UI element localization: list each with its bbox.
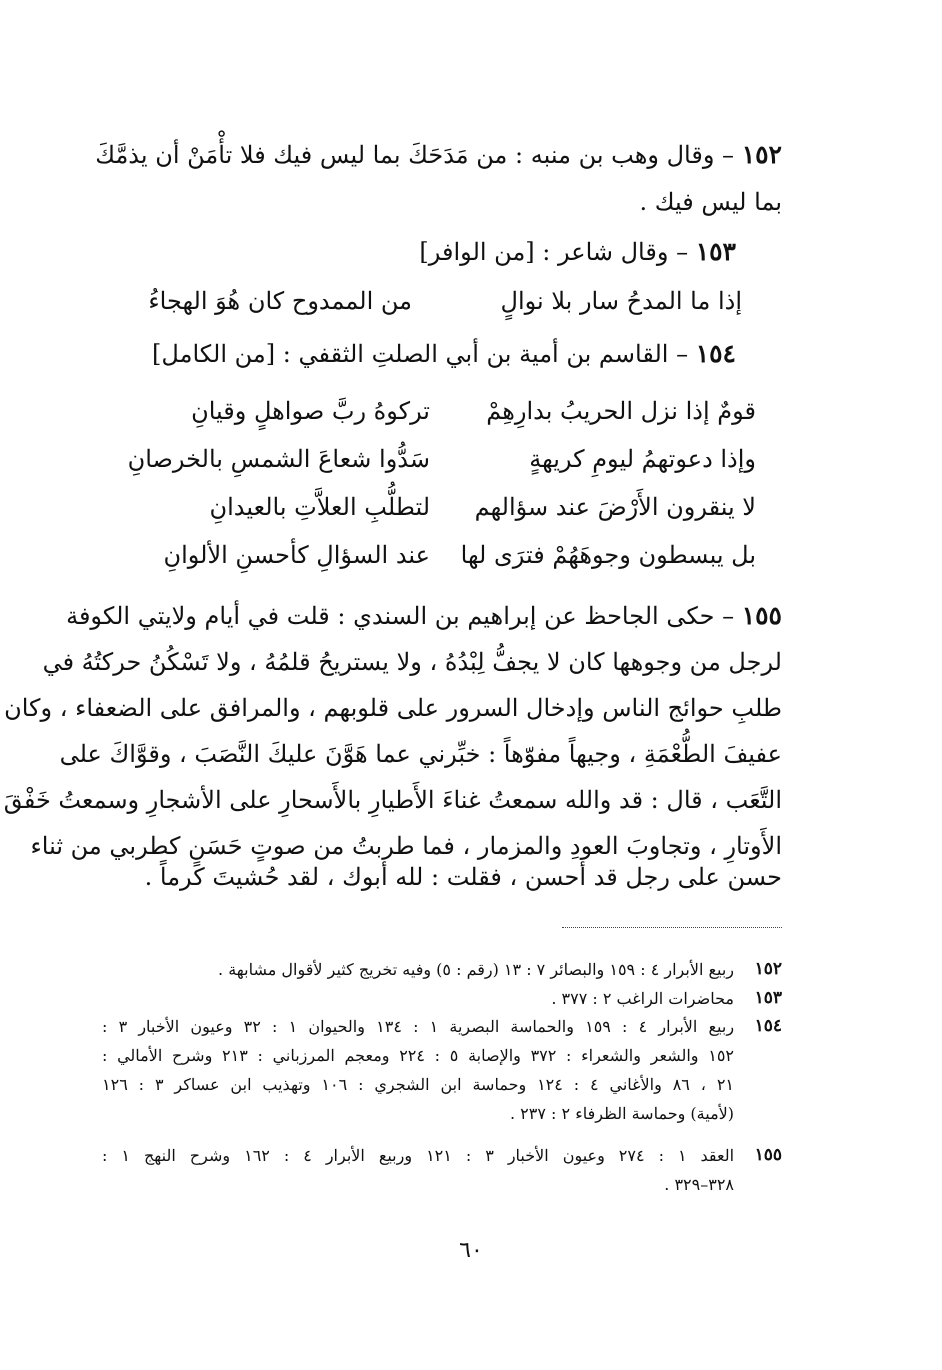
footnote-154 — [102, 1012, 782, 1132]
entry-number: ١٥٥ — [741, 601, 782, 630]
verse-hemistich-1: قومٌ إذا نزل الحريبُ بدارِهِمْ — [486, 397, 756, 425]
footnote-number: ١٥٢ — [754, 959, 782, 979]
entry-152-line-2: بما ليس فيك . — [639, 188, 782, 216]
entry-number: ١٥٢ — [741, 140, 782, 169]
footnote-text: ربيع الأبرار ٤ : ١٥٩ والحماسة البصرية ١ : ١٣٤ والحيوان ١ : ٣٢ وعيون الأخبار ٣ : — [102, 1017, 735, 1036]
entry-text: – وقال شاعر : [من الوافر] — [419, 238, 689, 266]
entry-number: ١٥٣ — [695, 237, 736, 266]
verse-hemistich-2: عند السؤالِ كأحسنِ الألوانِ — [163, 541, 430, 569]
footnote-text: ١٥٢ والشعر والشعراء : ٣٧٢ والإصابة ٥ : ٢٢٤ ومعجم المرزباني : ٢١٣ وشرح الأمالي : — [102, 1046, 735, 1065]
verse-154-4 — [136, 535, 756, 575]
entry-152-line-1 — [95, 135, 782, 175]
verse-hemistich-2: تركوهُ ربَّ صواهلٍ وقيانِ — [191, 397, 430, 425]
verse-154-2 — [127, 439, 756, 479]
entry-154-intro — [96, 334, 736, 374]
verse-hemistich-2: لتطلُّبِ العلاَّتِ بالعيدانِ — [209, 493, 430, 521]
footnote-text: (لأمية) وحماسة الظرفاء ٢ : ٢٣٧ . — [510, 1104, 734, 1123]
footnote-text: العقد ١ : ٢٧٤ وعيون الأخبار ٣ : ١٢١ وربيع الأبرار ٤ : ١٦٢ وشرح النهج ١ : — [102, 1146, 735, 1165]
footnote-153 — [102, 984, 782, 1013]
entry-155-line-1 — [66, 596, 782, 636]
verse-hemistich-1: وإذا دعوتهمُ ليومِ كريهةٍ — [529, 445, 756, 473]
footnote-number: ١٥٣ — [754, 988, 782, 1008]
footnote-152 — [102, 955, 782, 984]
entry-text: – القاسم بن أمية بن أبي الصلتِ الثقفي : [من الكامل] — [152, 340, 689, 368]
verse-154-3 — [136, 487, 756, 527]
entry-number: ١٥٤ — [695, 339, 736, 368]
verse-153 — [148, 281, 742, 321]
entry-153-intro — [136, 232, 736, 272]
entry-155-line-7: حسن على رجل قد أحسن ، فقلت : لله أبوك ، لقد حُشيتَ كرماً . — [144, 863, 782, 891]
verse-hemistich-1: إذا ما المدحُ سار بلا نوالٍ — [500, 287, 742, 315]
footnote-text: محاضرات الراغب ٢ : ٣٧٧ . — [551, 989, 734, 1008]
entry-155-line-2: لرجل من وجوهها كان لا يجفُّ لِبْدُهُ ، ولا يستريحُ قلمُهُ ، ولا تَسْكُنُ حركتُهُ في — [42, 648, 782, 676]
verse-hemistich-2: سَدُّوا شعاعَ الشمسِ بالخرصانِ — [127, 445, 430, 473]
footnote-text: ٣٢٨–٣٢٩ . — [664, 1175, 734, 1194]
footnote-text: ٢١ ، ٨٦ والأغاني ٤ : ١٢٤ وحماسة ابن الشجري : ١٠٦ وتهذيب ابن عساكر ٣ : ١٢٦ — [102, 1075, 735, 1094]
entry-155-line-3: طلبِ حوائج الناس وإدخال السرور على قلوبهم ، والمرافق على الضعفاء ، وكان — [4, 694, 782, 722]
verse-hemistich-1: لا ينقرون الأَرْضَ عند سؤالهم — [474, 493, 756, 521]
footnote-text: ربيع الأبرار ٤ : ١٥٩ والبصائر ٧ : ١٣ (رقم : ٥) وفيه تخريج كثير لأقوال مشابهة . — [218, 960, 734, 979]
footnote-number: ١٥٤ — [754, 1016, 782, 1036]
footnote-separator — [562, 927, 782, 928]
entry-155-line-6: الأَوتارِ ، وتجاوبَ العودِ والمزمار ، فما طربتُ من صوتٍ حَسَنٍ كطربي من ثناء — [30, 832, 782, 860]
footnote-155 — [102, 1141, 782, 1201]
verse-hemistich-1: بل يبسطون وجوهَهُمْ فترَى لها — [460, 541, 756, 569]
entry-155-line-4: عفيفَ الطُّعْمَةِ ، وجيهاً مفوّهاً : خبِّرني عما هَوَّنَ عليكَ النَّصَبَ ، وقوَّاكَ على — [59, 740, 782, 768]
verse-hemistich-2: من الممدوح كان هُوَ الهجاءُ — [148, 287, 412, 315]
entry-text: – حكى الجاحظ عن إبراهيم بن السندي : قلت في أيام ولايتي الكوفة — [66, 602, 735, 630]
verse-154-1 — [136, 391, 756, 431]
entry-155-line-5: التَّعَب ، قال : قد والله سمعتُ غناءَ الأَطيارِ بالأَسحارِ على الأشجارِ وسمعتُ خَفْقَ — [3, 786, 782, 814]
page-number: ٦٠ — [459, 1238, 483, 1263]
entry-text: – وقال وهب بن منبه : من مَدَحَكَ بما ليس فيك فلا تأْمَنْ أن يذمَّكَ — [95, 141, 735, 169]
footnote-number: ١٥٥ — [754, 1145, 782, 1165]
